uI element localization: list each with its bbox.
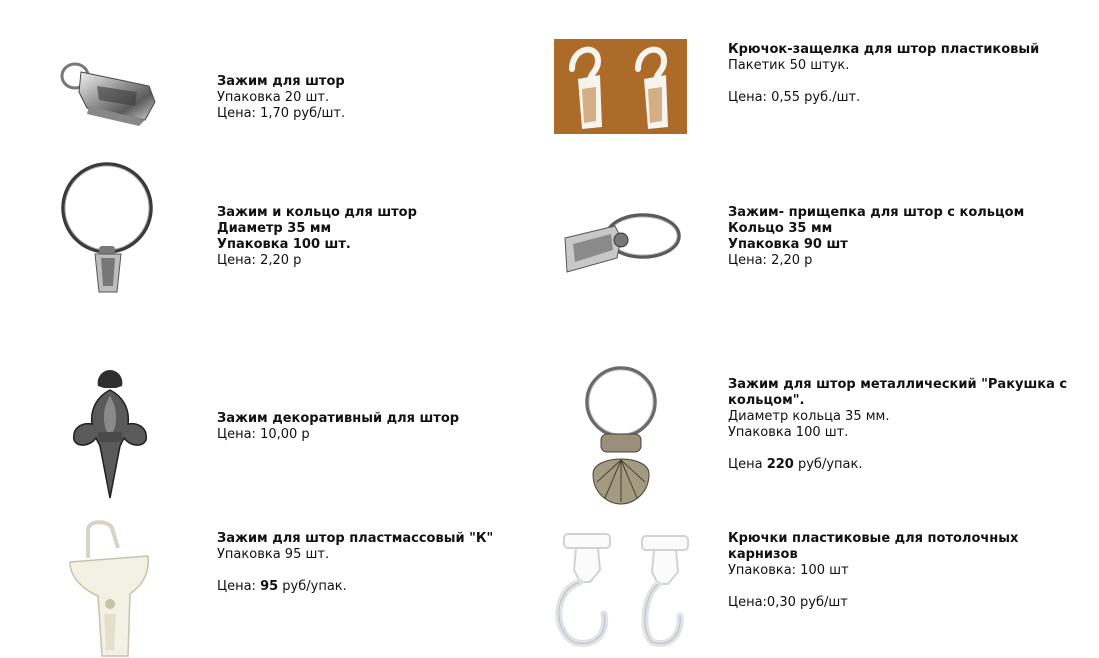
product-detail (217, 579, 493, 595)
line-text: Цена: 2,20 р (217, 253, 302, 268)
product-title (217, 74, 345, 90)
product-title (728, 531, 1018, 547)
line-text: Зажим- прищепка для штор с кольцом (728, 205, 1025, 220)
plastic-k-clip-icon (68, 518, 153, 658)
product-text-1 (217, 74, 345, 122)
price-unit: руб/упак. (793, 457, 863, 472)
product-detail (217, 253, 417, 269)
blank-line (728, 74, 1039, 90)
price-value: 95 (260, 579, 279, 594)
ring-clip-icon (57, 162, 159, 294)
product-detail (728, 237, 1024, 253)
product-detail (217, 547, 493, 563)
product-title (728, 205, 1024, 221)
line-text: карнизов (728, 547, 798, 562)
line-text: Упаковка: 100 шт (728, 563, 849, 578)
product-title (728, 42, 1039, 58)
line-text: Цена (728, 457, 767, 472)
line-text: Упаковка 90 шт (728, 237, 848, 252)
product-detail (728, 90, 1039, 106)
product-detail (728, 595, 1018, 611)
shell-clip-icon (583, 364, 661, 506)
product-title (728, 377, 1067, 393)
product-title (217, 411, 459, 427)
product-detail (217, 221, 417, 237)
line-text: Зажим для штор металлический "Ракушка с (728, 377, 1068, 392)
line-text: Цена: 2,20 р (728, 253, 813, 268)
product-text-6 (728, 377, 1067, 473)
clip-icon (57, 58, 162, 133)
line-text: Упаковка 100 шт. (217, 237, 351, 252)
product-detail (217, 427, 459, 443)
product-detail (728, 58, 1039, 74)
product-detail (217, 90, 345, 106)
product-detail (728, 563, 1018, 579)
line-text: Зажим для штор пластмассовый "К" (217, 531, 494, 546)
line-text: Цена:0,30 руб/шт (728, 595, 848, 610)
plastic-hook-icon (554, 39, 687, 134)
line-text: Зажим для штор (217, 74, 345, 89)
line-text: Упаковка 95 шт. (217, 547, 330, 562)
line-text: кольцом". (728, 393, 805, 408)
clip-with-ring-icon (563, 210, 683, 280)
decorative-clip-icon (68, 366, 153, 502)
product-title (217, 531, 493, 547)
product-detail (728, 221, 1024, 237)
product-detail (728, 547, 1018, 563)
product-text-4 (728, 205, 1024, 269)
line-text: Упаковка 20 шт. (217, 90, 330, 105)
line-text: Цена: 1,70 руб/шт. (217, 106, 346, 121)
blank-line (728, 579, 1018, 595)
product-title (217, 205, 417, 221)
ceiling-hooks-icon (550, 530, 695, 648)
product-text-2 (728, 42, 1039, 106)
line-text: Кольцо 35 мм (728, 221, 833, 236)
product-detail (728, 393, 1067, 409)
line-text: Диаметр 35 мм (217, 221, 332, 236)
line-text: Зажим и кольцо для штор (217, 205, 417, 220)
line-text: Диаметр кольца 35 мм. (728, 409, 890, 424)
product-text-3 (217, 205, 417, 269)
line-text: Крючок-защелка для штор пластиковый (728, 42, 1040, 57)
product-detail (728, 253, 1024, 269)
product-detail (728, 457, 1067, 473)
product-text-7 (217, 531, 493, 595)
line-text: Цена: (217, 579, 261, 594)
line-text: Цена: 0,55 руб./шт. (728, 90, 861, 105)
line-text: Упаковка 100 шт. (728, 425, 849, 440)
blank-line (217, 563, 493, 579)
line-text: Пакетик 50 штук. (728, 58, 850, 73)
blank-line (728, 441, 1067, 457)
product-detail (217, 237, 417, 253)
product-detail (217, 106, 345, 122)
product-detail (728, 425, 1067, 441)
price-unit: руб/упак. (278, 579, 347, 594)
line-text: Зажим декоративный для штор (217, 411, 460, 426)
product-text-8 (728, 531, 1018, 611)
product-text-5 (217, 411, 459, 443)
price-value: 220 (766, 457, 794, 472)
product-detail (728, 409, 1067, 425)
line-text: Цена: 10,00 р (217, 427, 310, 442)
line-text: Крючки пластиковые для потолочных (728, 531, 1019, 546)
